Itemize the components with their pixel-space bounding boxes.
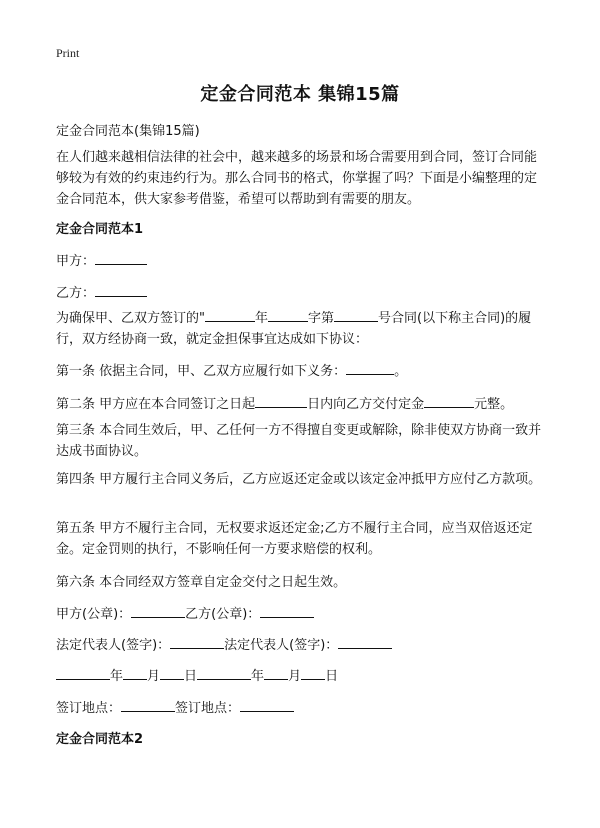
party-a-blank [95, 252, 147, 265]
deposit-amount-blank [424, 395, 474, 408]
signing-place-line [56, 697, 294, 716]
seal-a-label: 甲方(公章)： [56, 607, 132, 622]
representative-line [56, 634, 392, 653]
clause-2-text-3: 元整。 [474, 397, 514, 412]
contract-year-blank [205, 309, 255, 322]
day-a-blank [160, 667, 184, 680]
purpose-text-2: 年 [254, 311, 268, 326]
obligation-blank [346, 362, 394, 375]
clause-2-text-1: 第二条 甲方应在本合同签订之日起 [56, 397, 256, 412]
seal-b-label: 乙方(公章)： [185, 607, 261, 622]
date-line [56, 665, 338, 684]
seal-a-blank [131, 605, 185, 618]
year-a-blank [56, 667, 110, 680]
page-title: 定金合同范本 集锦15篇 [200, 84, 400, 105]
rep-b-blank [338, 636, 392, 649]
month-a-label: 月 [147, 669, 161, 684]
month-b-blank [264, 667, 288, 680]
contract-number-blank [334, 309, 378, 322]
purpose-text-4: 号合同(以下称主合同)的履行，双方经协商一致，就定金担保事宜达成如下协议： [56, 311, 532, 347]
section-heading-2: 定金合同范本2 [56, 732, 144, 747]
place-b-label: 签订地点： [175, 701, 241, 716]
party-b-label: 乙方： [56, 286, 96, 301]
seal-b-blank [260, 605, 314, 618]
contract-word-blank [268, 309, 308, 322]
clause-3: 第三条 本合同生效后，甲、乙任何一方不得擅自变更或解除，除非使双方协商一致并达成书面协议。 [56, 423, 542, 459]
day-b-label: 日 [325, 669, 339, 684]
seal-line [56, 603, 314, 622]
intro-paragraph: 在人们越来越相信法律的社会中，越来越多的场景和场合需要用到合同，签订合同能够较为有效的约束违约行为。那么合同书的格式，你掌握了吗？下面是小编整理的定金合同范本，供大家参考借鉴，希望可以帮助到有需要的朋友。 [56, 150, 538, 207]
clause-5: 第五条 甲方不履行主合同，无权要求返还定金;乙方不履行主合同，应当双倍返还定金。定金罚则的执行，不影响任何一方要求赔偿的权利。 [56, 521, 533, 557]
clause-2 [56, 393, 513, 412]
print-link[interactable]: Print [56, 46, 80, 60]
clause-1-text: 第一条 依据主合同，甲、乙双方应履行如下义务： [56, 364, 347, 379]
clause-2-text-2: 日内向乙方交付定金 [307, 397, 425, 412]
party-a-label: 甲方： [56, 254, 96, 269]
party-b-line [56, 282, 147, 301]
purpose-text-1: 为确保甲、乙双方签订的" [56, 311, 205, 326]
year-a-label: 年 [110, 669, 124, 684]
month-b-label: 月 [288, 669, 302, 684]
clause-1 [56, 360, 407, 379]
document-subtitle: 定金合同范本(集锦15篇) [56, 124, 200, 139]
party-b-blank [95, 284, 147, 297]
place-a-blank [121, 699, 175, 712]
rep-a-blank [170, 636, 224, 649]
rep-b-label: 法定代表人(签字)： [224, 638, 339, 653]
purpose-paragraph [56, 308, 548, 350]
year-b-label: 年 [251, 669, 265, 684]
clause-4: 第四条 甲方履行主合同义务后，乙方应返还定金或以该定金冲抵甲方应付乙方款项。 [56, 472, 542, 487]
day-b-blank [301, 667, 325, 680]
clause-6: 第六条 本合同经双方签章自定金交付之日起生效。 [56, 575, 347, 590]
party-a-line [56, 250, 147, 269]
days-blank [255, 395, 307, 408]
year-b-blank [197, 667, 251, 680]
place-a-label: 签订地点： [56, 701, 122, 716]
month-a-blank [123, 667, 147, 680]
rep-a-label: 法定代表人(签字)： [56, 638, 171, 653]
section-heading-1: 定金合同范本1 [56, 222, 144, 237]
place-b-blank [240, 699, 294, 712]
clause-1-suffix: 。 [394, 364, 408, 379]
day-a-label: 日 [184, 669, 198, 684]
purpose-text-3: 字第 [308, 311, 335, 326]
